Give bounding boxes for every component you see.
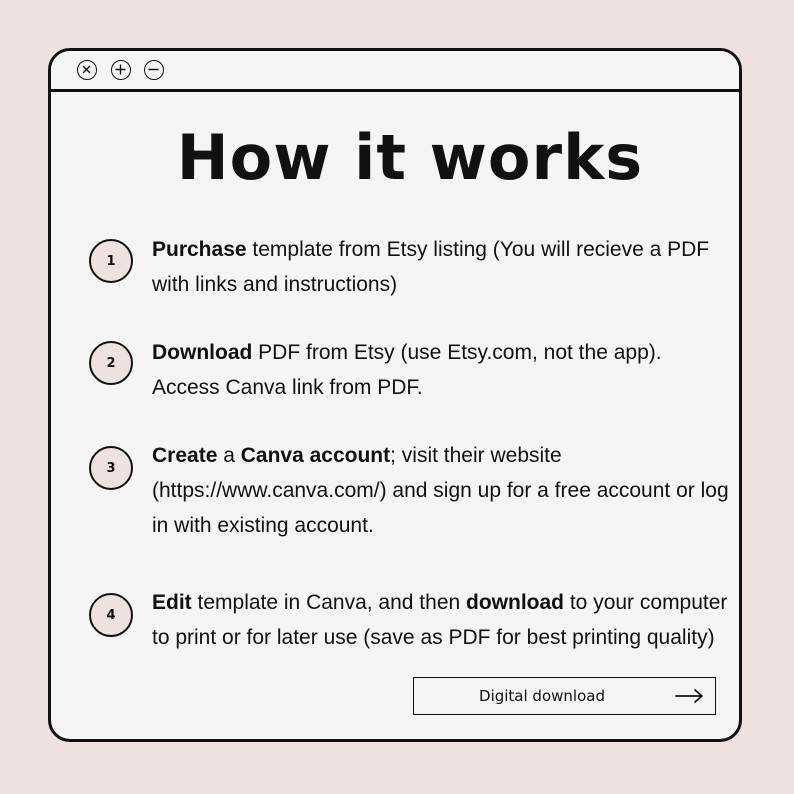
step-text — [152, 585, 733, 655]
step-description: template from Etsy listing (You will recieve a PDF with links and instructions) — [152, 238, 710, 296]
step-connector: template in Canva, and then — [191, 591, 467, 614]
step-description: to your computer to print or for later use (save as PDF for best printing quality) — [152, 591, 728, 649]
step-text — [152, 438, 733, 543]
step-connector: a — [217, 444, 241, 467]
step-number-badge: 2 — [89, 341, 133, 385]
arrow-right-icon — [675, 688, 705, 704]
step-number-badge: 3 — [89, 446, 133, 490]
step-keyword-secondary: Canva account — [240, 444, 391, 467]
step-description: PDF from Etsy (use Etsy.com, not the app). Access Canva link from PDF. — [152, 341, 662, 399]
plus-icon[interactable] — [111, 60, 131, 80]
step-description: ; visit their website (https://www.canva.com/) and sign up for a free account or log in with existing account. — [152, 444, 729, 537]
step-keyword: Create — [152, 444, 218, 467]
step-keyword: Edit — [152, 591, 192, 614]
step-text — [152, 232, 733, 302]
step-number-badge: 1 — [89, 239, 133, 283]
close-icon[interactable] — [77, 60, 97, 80]
browser-window — [48, 48, 742, 742]
step-keyword-secondary: download — [466, 591, 565, 614]
page-title: How it works — [176, 121, 644, 194]
step-text — [152, 335, 733, 405]
step-number-badge: 4 — [89, 593, 133, 637]
minus-icon[interactable] — [144, 60, 164, 80]
window-titlebar — [51, 51, 739, 92]
step-keyword: Purchase — [152, 238, 247, 261]
button-label: Digital download — [479, 687, 605, 705]
step-keyword: Download — [152, 341, 253, 364]
digital-download-button[interactable] — [413, 677, 716, 715]
